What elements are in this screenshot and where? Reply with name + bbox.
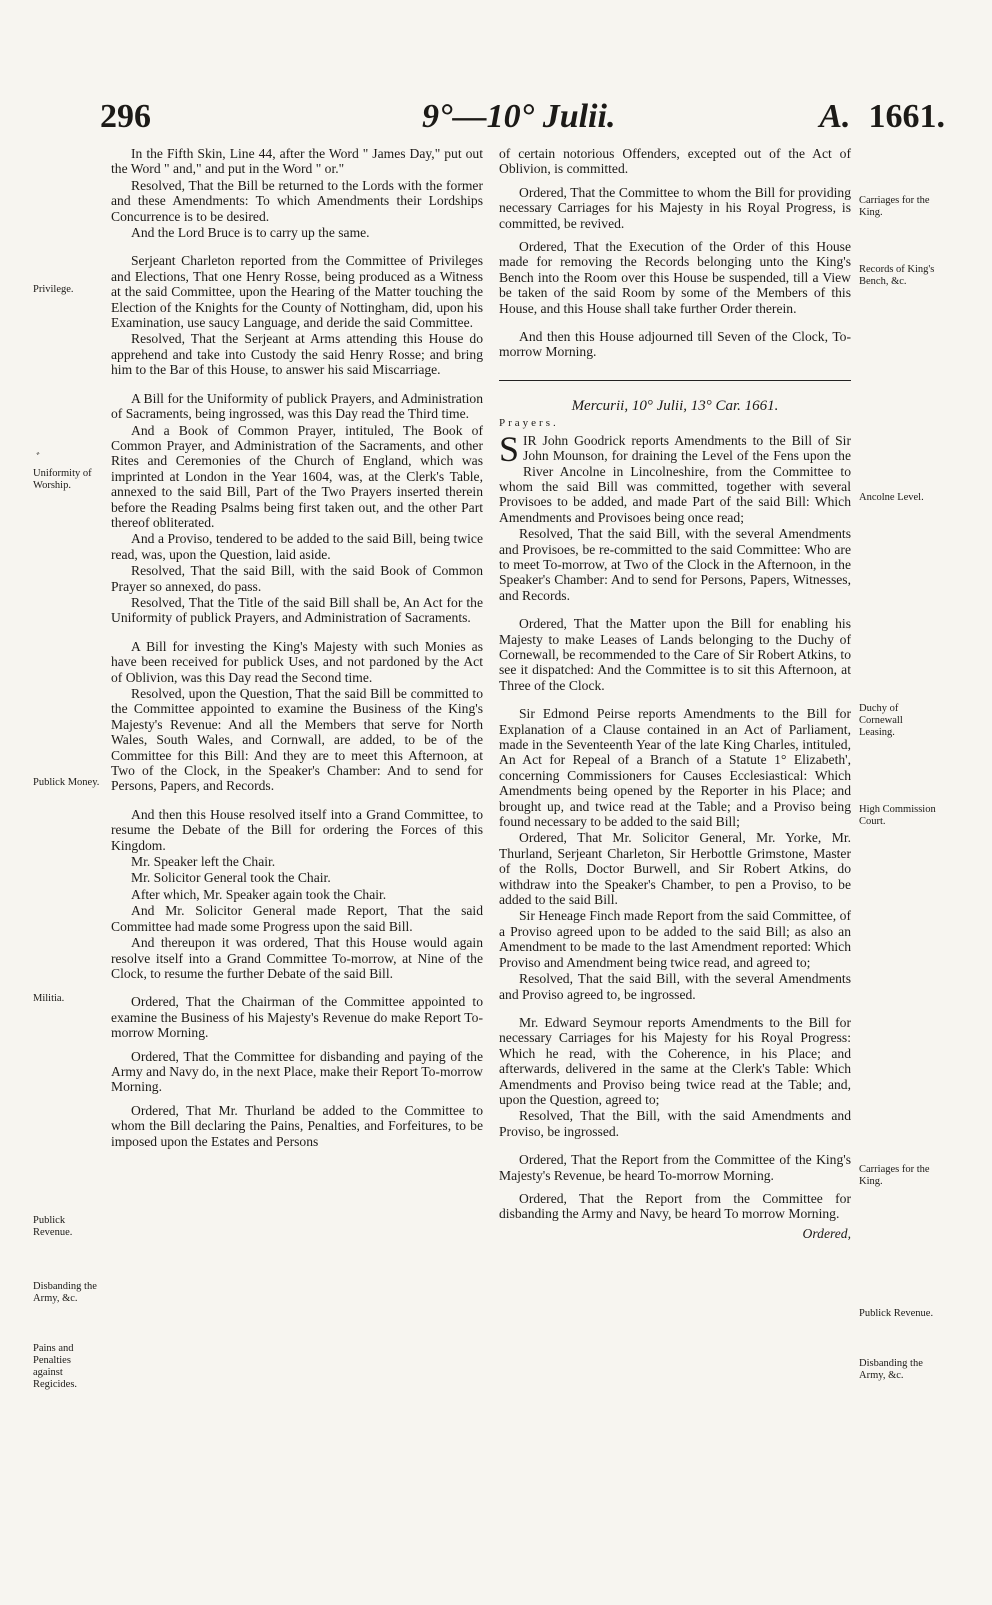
left-column	[111, 146, 483, 1149]
paragraph: Resolved, That the Bill be returned to the Lords with the former and these Amendments: To which Amendments their Lordships Concurrence is to be desired.	[111, 177, 483, 224]
paragraph: After which, Mr. Speaker again took the Chair.	[131, 886, 387, 902]
paragraph: And then this House resolved itself into a Grand Committee, to resume the Debate of the Bill for ordering the Forces of this Kingdom.	[111, 806, 483, 853]
paragraph: Mr. Speaker left the Chair.	[131, 854, 276, 870]
paragraph: Sir Heneage Finch made Report from the said Committee, of a Proviso agreed upon to be added to the said Bill; as also an Amendment to be made to the last Amendment reported: Which Proviso and Amendment being twice read, and agreed to;	[499, 908, 851, 970]
paragraph: Ordered, That the Report from the Committee of the King's Majesty's Revenue, be heard To-morrow Morning.	[499, 1152, 851, 1183]
margin-note-pains-penalties: Pains and Penalties against Regicides.	[33, 1343, 78, 1390]
paragraph: And thereupon it was ordered, That this House would again resolve itself into a Grand Committee To-morrow, at Nine of the Clock, to resume the further Debate of the said Bill.	[111, 935, 483, 981]
paragraph	[499, 428, 851, 525]
paragraph: Sir Edmond Peirse reports Amendments to the Bill for Explanation of a Clause contained in an Act of Parliament, made in the Seventeenth Year of the late King Charles, intituled, An Act for Repeal of a Branch of a Statute 1° Elizabeth', concerning Commissioners for Causes Ecclesiastical: Which Amendments being opened by the Reporter in his Place; and brought up, and twice read at the Table; and a Proviso being found necessary to be added to the said Bill;	[499, 706, 851, 830]
paragraph: of certain notorious Offenders, excepted out of the Act of Oblivion, is committed.	[499, 146, 851, 177]
margin-note-privilege: Privilege.	[33, 284, 74, 295]
prayers-label: Prayers.	[499, 417, 559, 430]
paragraph: A Bill for the Uniformity of publick Prayers, and Administration of Sacraments, being ingrossed, was this Day read the Third time.	[111, 390, 483, 422]
margin-note-publick-revenue: Publick Revenue.	[33, 1215, 73, 1238]
paragraph: And Mr. Solicitor General made Report, That the said Committee had made some Progress upon the said Bill.	[111, 903, 483, 934]
paragraph: Ordered, That the Committee for disbanding and paying of the Army and Navy do, in the next Place, make their Report To-morrow Morning.	[111, 1048, 483, 1095]
paragraph: Resolved, That the Bill, with the said Amendments and Proviso, be ingrossed.	[499, 1108, 851, 1139]
paragraph: In the Fifth Skin, Line 44, after the Word " James Day," put out the Word " and," and put in the Word " or."	[111, 146, 483, 177]
paragraph: Ordered, That the Committee to whom the Bill for providing necessary Carriages for his Majesty in his Royal Progress, is committed, be revived.	[499, 184, 851, 231]
page-year	[819, 98, 945, 136]
margin-note-uniformity: Uniformity of Worship.	[33, 468, 92, 491]
paragraph: A Bill for investing the King's Majesty with such Monies as have been received for publick Uses, and not pardoned by the Act of Oblivion, was this Day read the Second time.	[111, 638, 483, 685]
paragraph: And the Lord Bruce is to carry up the same.	[131, 225, 370, 241]
margin-note-duchy: Duchy of Cornewall Leasing.	[859, 703, 903, 738]
paragraph: And a Proviso, tendered to be added to the said Bill, being twice read, was, upon the Question, laid aside.	[111, 531, 483, 562]
paragraph: Resolved, That the Serjeant at Arms attending this House do apprehend and take into Custody the said Henry Rosse; and bring him to the Bar of this House, to answer his said Miscarriage.	[111, 331, 483, 378]
page-dates: 9°—10° Julii.	[422, 98, 616, 135]
margin-note-ancolne: Ancolne Level.	[859, 492, 924, 503]
section-divider	[499, 380, 851, 381]
paragraph: Ordered, That the Report from the Committee for disbanding the Army and Navy, be heard To morrow Morning.	[499, 1190, 851, 1222]
margin-note-carriages-2: Carriages for the King.	[859, 1164, 930, 1187]
year-prefix: A.	[819, 98, 851, 135]
margin-note-militia: Militia.	[33, 993, 65, 1004]
paragraph: Ordered, That the Chairman of the Committee appointed to examine the Business of his Majesty's Revenue do make Report To-morrow Morning.	[111, 994, 483, 1041]
paragraph: Serjeant Charleton reported from the Committee of Privileges and Elections, That one Henry Rosse, being produced as a Witness at the said Committee, upon the Hearing of the Matter touching the Election of the Knights for the County of Nottingham, did, upon his Examination, use saucy Language, and deride the said Committee.	[111, 253, 483, 331]
margin-note-disbanding-2: Disbanding the Army, &c.	[859, 1358, 923, 1381]
margin-note-carriages: Carriages for the King.	[859, 195, 930, 218]
paragraph: Resolved, That the said Bill, with the said Book of Common Prayer so annexed, do pass.	[111, 563, 483, 594]
right-column	[499, 146, 851, 1241]
margin-note-disbanding: Disbanding the Army, &c.	[33, 1281, 97, 1304]
page-header	[100, 98, 945, 148]
margin-note-high-commission: High Commission Court.	[859, 804, 936, 827]
paragraph: Ordered, That Mr. Solicitor General, Mr. Yorke, Mr. Thurland, Serjeant Charleton, Sir Herbottle Grimstone, Master of the Rolls, Doctor Burwell, and Sir Robert Atkins, do withdraw into the Speaker's Chamber, to pen a Proviso, to be added to the said Bill.	[499, 830, 851, 908]
paragraph: Ordered, That the Execution of the Order of this House made for removing the Records belonging unto the King's Bench into the Room over this House be suspended, till a View be taken of the said Room by some of the Members of this House, and this House shall take further Order therein.	[499, 239, 851, 316]
paragraph: And a Book of Common Prayer, intituled, The Book of Common Prayer, and Administration of the Sacraments, and other Rites and Ceremonies of the Church of England, which was imprinted at London in the Year 1604, was, at the Clerk's Table, annexed to the said Bill, Part of the Two Prayers inserted therein before the Reading Psalms being first taken out, and the other Part thereof obliterated.	[111, 422, 483, 530]
paragraph: Resolved, That the Title of the said Bill shall be, An Act for the Uniformity of publick Prayers, and Administration of Sacraments.	[111, 594, 483, 626]
paragraph: Mr. Solicitor General took the Chair.	[131, 870, 331, 886]
adjournment-note: And then this House adjourned till Seven of the Clock, To-morrow Morning.	[499, 329, 851, 360]
drop-cap-paragraph-text: IR John Goodrick reports Amendments to the Bill of Sir John Mounson, for draining the Level of the Fens upon the River Ancolne in Lincolneshire, from the Committee to whom the said Bill was committed, together with several Provisoes to be added, and made Part of the said Bill: Which Amendments and Provisoes being once read;	[499, 432, 851, 525]
paragraph: Ordered, That Mr. Thurland be added to the Committee to whom the Bill declaring the Pains, Penalties, and Forfeitures, to be imposed upon the Estates and Persons	[111, 1102, 483, 1149]
drop-cap: S	[499, 428, 520, 469]
catchword: Ordered,	[802, 1225, 851, 1241]
day-heading: Mercurii, 10° Julii, 13° Car. 1661.	[571, 397, 779, 414]
page-number: 296	[100, 98, 151, 135]
paragraph: Resolved, That the said Bill, with the several Amendments and Provisoes, be re-committed to the said Committee: Who are to meet To-morrow, at Two of the Clock in the Afternoon, in the Speaker's Chamber: And to send for Persons, Papers, Witnesses, and Records.	[499, 526, 851, 603]
margin-note-records: Records of King's Bench, &c.	[859, 264, 935, 287]
paragraph: Resolved, upon the Question, That the said Bill be committed to the Committee appointed to examine the Business of the King's Majesty's Revenue: And all the Members that serve for North Wales, South Wales, and Cornwall, are added, to be of the Committee for this Bill: And they are to meet this Afternoon, at Two of the Clock, in the Speaker's Chamber: And to send for Persons, Papers, and Records.	[111, 686, 483, 794]
paragraph: Ordered, That the Matter upon the Bill for enabling his Majesty to make Leases of Lands belonging to the Duchy of Cornewall, be recommended to the Care of Sir Robert Atkins, to see it dispatched: And the Committee is to sit this Afternoon, at Three of the Clock.	[499, 616, 851, 693]
paragraph: Mr. Edward Seymour reports Amendments to the Bill for necessary Carriages for his Majesty for his Royal Progress: Which he read, with the Coherence, in his Place; and afterwards, delivered in the same at the Clerk's Table: Which Amendments and Proviso being twice read at the Table; and, upon the Question, agreed to;	[499, 1014, 851, 1107]
margin-note-publick-money: Publick Money.	[33, 777, 100, 788]
margin-note-publick-revenue-2: Publick Revenue.	[859, 1308, 934, 1319]
margin-tick-mark: ﾞ	[36, 451, 43, 465]
year-number: 1661.	[868, 98, 945, 135]
paragraph: Resolved, That the said Bill, with the several Amendments and Proviso agreed to, be ingrossed.	[499, 971, 851, 1002]
